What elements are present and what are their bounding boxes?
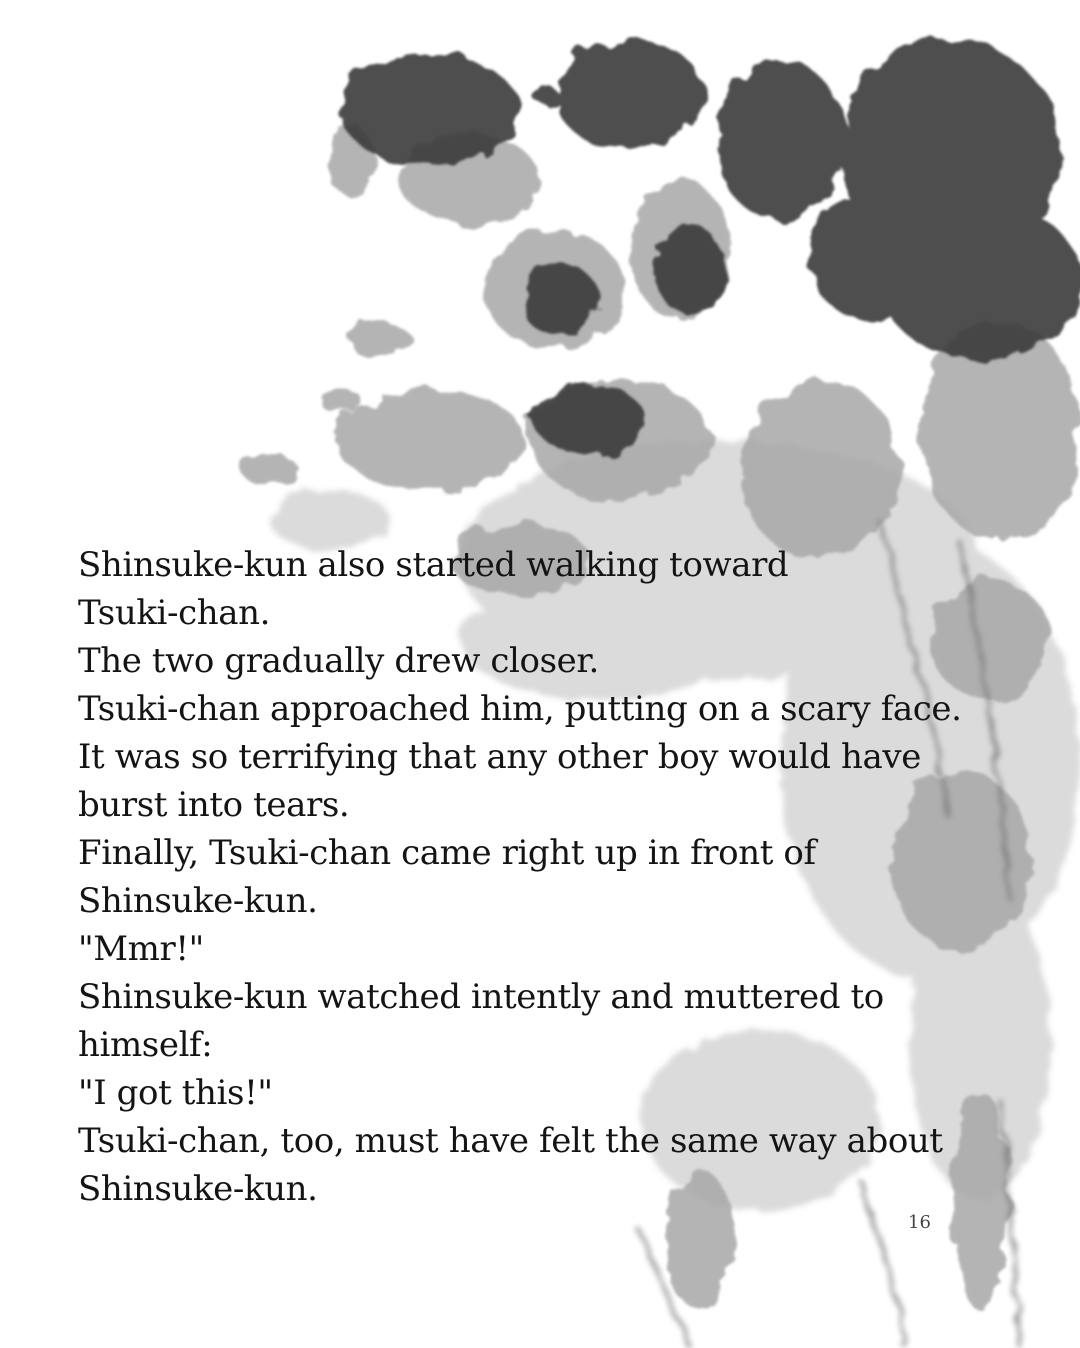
story-line: It was so terrifying that any other boy would have — [78, 737, 921, 777]
story-text — [78, 541, 1038, 1213]
story-line: burst into tears. — [78, 785, 350, 825]
story-line: Shinsuke-kun also started walking toward — [78, 545, 789, 585]
story-line: Shinsuke-kun. — [78, 1169, 318, 1209]
story-line: Tsuki-chan. — [78, 593, 271, 633]
story-line: Tsuki-chan approached him, putting on a scary face. — [78, 689, 962, 729]
story-line: "Mmr!" — [78, 929, 204, 969]
story-line: "I got this!" — [78, 1073, 273, 1113]
story-line: himself: — [78, 1025, 213, 1065]
story-line: Shinsuke-kun. — [78, 881, 318, 921]
story-line: Tsuki-chan, too, must have felt the same way about — [78, 1121, 943, 1161]
story-line: Finally, Tsuki-chan came right up in front of — [78, 833, 816, 873]
story-line: The two gradually drew closer. — [78, 641, 599, 681]
page-number: 16 — [908, 1212, 931, 1233]
story-line: Shinsuke-kun watched intently and muttered to — [78, 977, 884, 1017]
